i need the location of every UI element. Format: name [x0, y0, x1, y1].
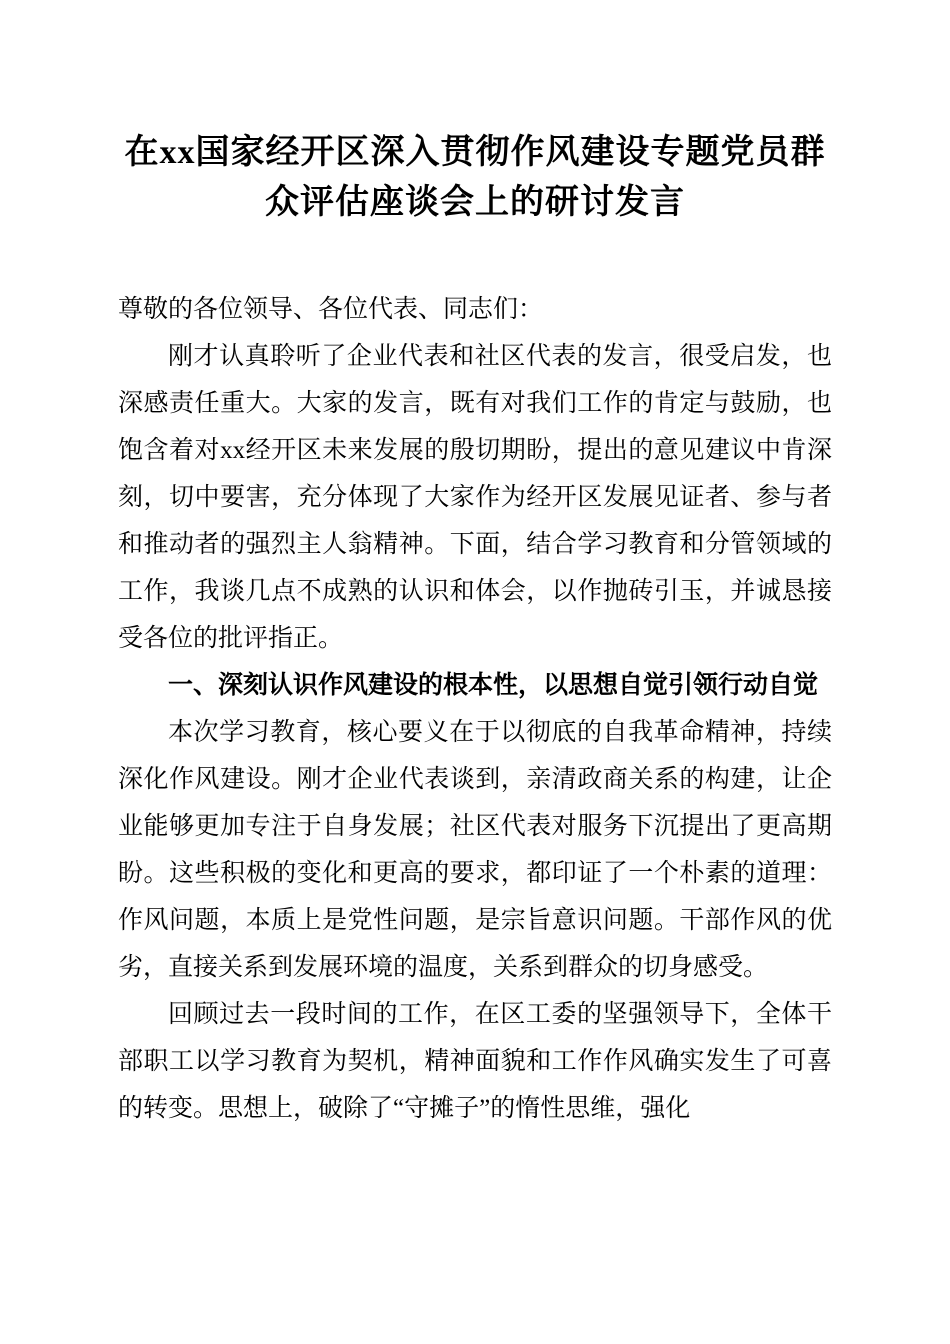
- document-title: 在xx国家经开区深入贯彻作风建设专题党员群众评估座谈会上的研讨发言: [124, 134, 826, 221]
- section1-paragraph-2: 回顾过去一段时间的工作，在区工委的坚强领导下，全体干部职工以学习教育为契机，精神面貌和工作作风确实发生了可喜的转变。思想上，破除了“守摊子”的惰性思维，强化: [118, 1001, 832, 1122]
- intro-paragraph: 刚才认真聆听了企业代表和社区代表的发言，很受启发，也深感责任重大。大家的发言，既有对我们工作的肯定与鼓励，也饱含着对xx经开区未来发展的殷切期盼，提出的意见建议中肯深刻，切中要害，充分体现了大家作为经开区发展见证者、参与者和推动者的强烈主人翁精神。下面，结合学习教育和分管领域的工作，我谈几点不成熟的认识和体会，以作抛砖引玉，并诚恳接受各位的批评指正。: [118, 343, 832, 652]
- salutation: 尊敬的各位领导、各位代表、同志们：: [118, 296, 544, 323]
- section-heading-1: 一、深刻认识作风建设的根本性，以思想自觉引领行动自觉: [168, 671, 819, 699]
- document-body: [118, 286, 832, 1132]
- section1-paragraph-1: 本次学习教育，核心要义在于以彻底的自我革命精神，持续深化作风建设。刚才企业代表谈到，亲清政商关系的构建，让企业能够更加专注于自身发展；社区代表对服务下沉提出了更高期盼。这些积极的变化和更高的要求，都印证了一个朴素的道理：作风问题，本质上是党性问题，是宗旨意识问题。干部作风的优劣，直接关系到发展环境的温度，关系到群众的切身感受。: [118, 719, 832, 981]
